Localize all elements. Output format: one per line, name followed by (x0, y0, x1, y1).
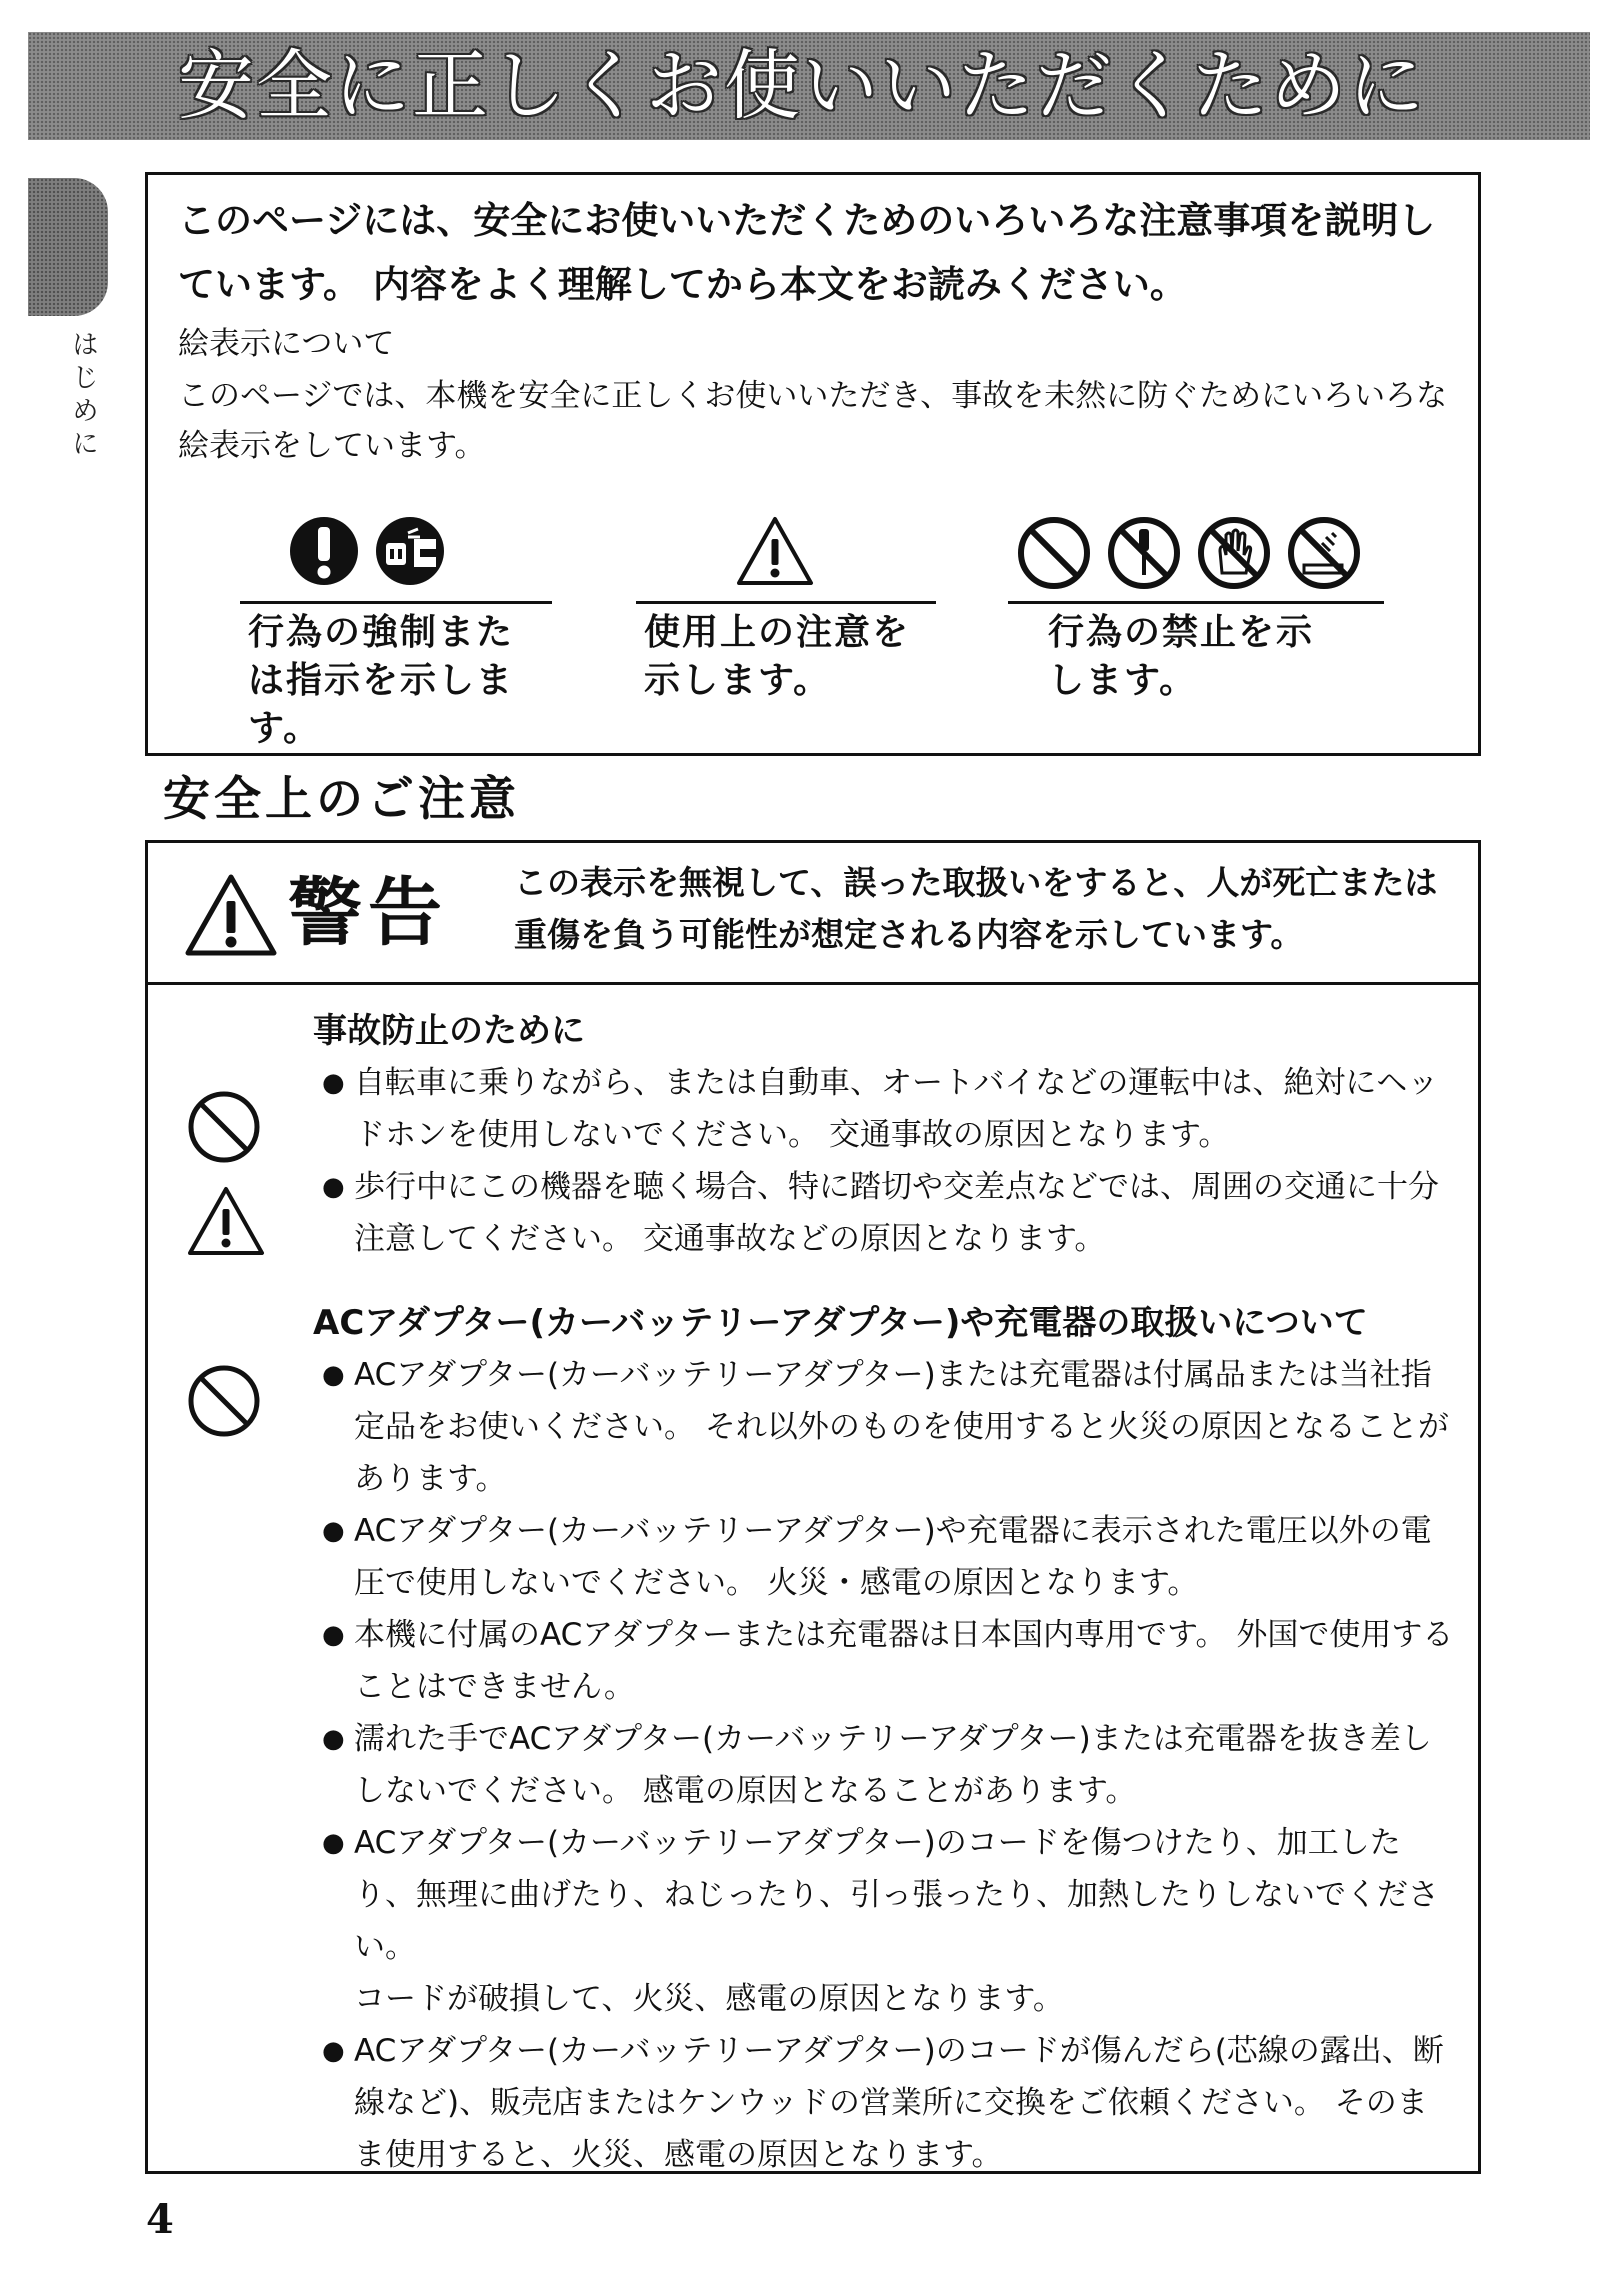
legend-caution-text: 使用上の注意を示します。 (644, 612, 911, 701)
legend-prohibition-icons (1016, 515, 1362, 591)
page-number: 4 (146, 2196, 174, 2243)
list-item-text: 自転車に乗りながら、または自動車、オートバイなどの運転中は、絶対にヘッドホンを使用しないでください。 交通事故の原因となります。 (354, 1065, 1439, 1153)
legend-mandatory-text: 行為の強制または指示を示します。 (248, 612, 515, 749)
list-item (318, 1713, 1458, 1817)
list-item (318, 1057, 1458, 1161)
list-item-text: 歩行中にこの機器を聴く場合、特に踏切や交差点などでは、周囲の交通に十分注意してください。 交通事故などの原因となります。 (354, 1169, 1439, 1257)
legend-mandatory-rule (240, 601, 552, 604)
legend-mandatory-icons (288, 515, 446, 587)
warning-box (145, 840, 1481, 2174)
list-item-text: ACアダプター(カーバッテリーアダプター)や充電器に表示された電圧以外の電圧で使用しないでください。 火災・感電の原因となります。 (354, 1513, 1432, 1601)
bullet: ● (322, 1724, 345, 1754)
pictogram-description: このページでは、本機を安全に正しくお使いいただき、事故を未然に防ぐためにいろいろな絵表示をしています。 (178, 378, 1448, 464)
pictogram-heading: 絵表示について (178, 326, 395, 362)
legend-prohibition-text: 行為の禁止を示します。 (1048, 612, 1315, 701)
warning-description: この表示を無視して、誤った取扱いをすると、人が死亡または重傷を負う可能性が想定される内容を示しています。 (514, 863, 1438, 954)
bullet: ● (322, 1828, 345, 1858)
section-1-list (318, 1057, 1458, 1265)
section-heading: 安全上のご注意 (163, 772, 520, 827)
mandatory-action-icon (288, 515, 360, 587)
bullet: ● (322, 1360, 345, 1390)
page-title: 安全に正しくお使いいただくために (178, 41, 1426, 130)
legend-caution-rule (636, 601, 936, 604)
list-item (318, 2025, 1458, 2181)
prohibition-icon (186, 1363, 262, 1439)
list-item-text: 本機に付属のACアダプターまたは充電器は日本国内専用です。 外国で使用することはできません。 (354, 1617, 1454, 1705)
list-item (318, 1161, 1458, 1265)
intro-box (145, 172, 1481, 756)
no-water-icon (1286, 515, 1362, 591)
no-disassembly-icon (1106, 515, 1182, 591)
list-item (318, 1817, 1458, 2025)
prohibition-icon (186, 1089, 262, 1165)
caution-triangle-icon (736, 515, 814, 587)
list-item (318, 1349, 1458, 1505)
caution-triangle-icon (184, 873, 278, 957)
list-item-text: ACアダプター(カーバッテリーアダプター)または充電器は付属品または当社指定品をお使いください。 それ以外のものを使用すると火災の原因となることがあります。 (354, 1357, 1449, 1497)
section-title-accident-prevention: 事故防止のために (313, 1011, 585, 1051)
bullet: ● (322, 2036, 345, 2066)
section-2-list (318, 1349, 1458, 2181)
side-tab (28, 178, 108, 316)
bullet: ● (322, 1620, 345, 1650)
bullet: ● (322, 1516, 345, 1546)
title-bar (28, 32, 1590, 140)
section-1-icons (186, 1089, 266, 1257)
list-item (318, 1609, 1458, 1713)
warning-label: 警告 (288, 870, 448, 956)
list-item (318, 1505, 1458, 1609)
intro-lead: このページには、安全にお使いいただくためのいろいろな注意事項を説明しています。 内容をよく理解してから本文をお読みください。 (178, 199, 1436, 306)
no-touch-icon (1196, 515, 1272, 591)
legend-prohibition-rule (1008, 601, 1384, 604)
bullet: ● (322, 1172, 345, 1202)
caution-triangle-icon (186, 1185, 266, 1257)
bullet: ● (322, 1068, 345, 1098)
list-item-text: 濡れた手でACアダプター(カーバッテリーアダプター)または充電器を抜き差ししないでください。 感電の原因となることがあります。 (354, 1721, 1432, 1809)
prohibition-icon (1016, 515, 1092, 591)
side-tab-label: はじめに (67, 330, 98, 462)
list-item-text: ACアダプター(カーバッテリーアダプター)のコードを傷つけたり、加工したり、無理に曲げたり、ねじったり、引っ張ったり、加熱したりしないでください。 コードが破損して、火災、感電の原因となります。 (354, 1825, 1439, 2017)
warning-header (148, 843, 1478, 985)
unplug-icon (374, 515, 446, 587)
legend-caution-icons (736, 515, 814, 587)
section-title-ac-adapter: ACアダプター(カーバッテリーアダプター)や充電器の取扱いについて (313, 1303, 1368, 1343)
section-2-icons (186, 1363, 262, 1439)
list-item-text: ACアダプター(カーバッテリーアダプター)のコードが傷んだら(芯線の露出、断線など)、販売店またはケンウッドの営業所に交換をご依頼ください。 そのまま使用すると、火災、感電の原因となります。 (354, 2033, 1444, 2173)
